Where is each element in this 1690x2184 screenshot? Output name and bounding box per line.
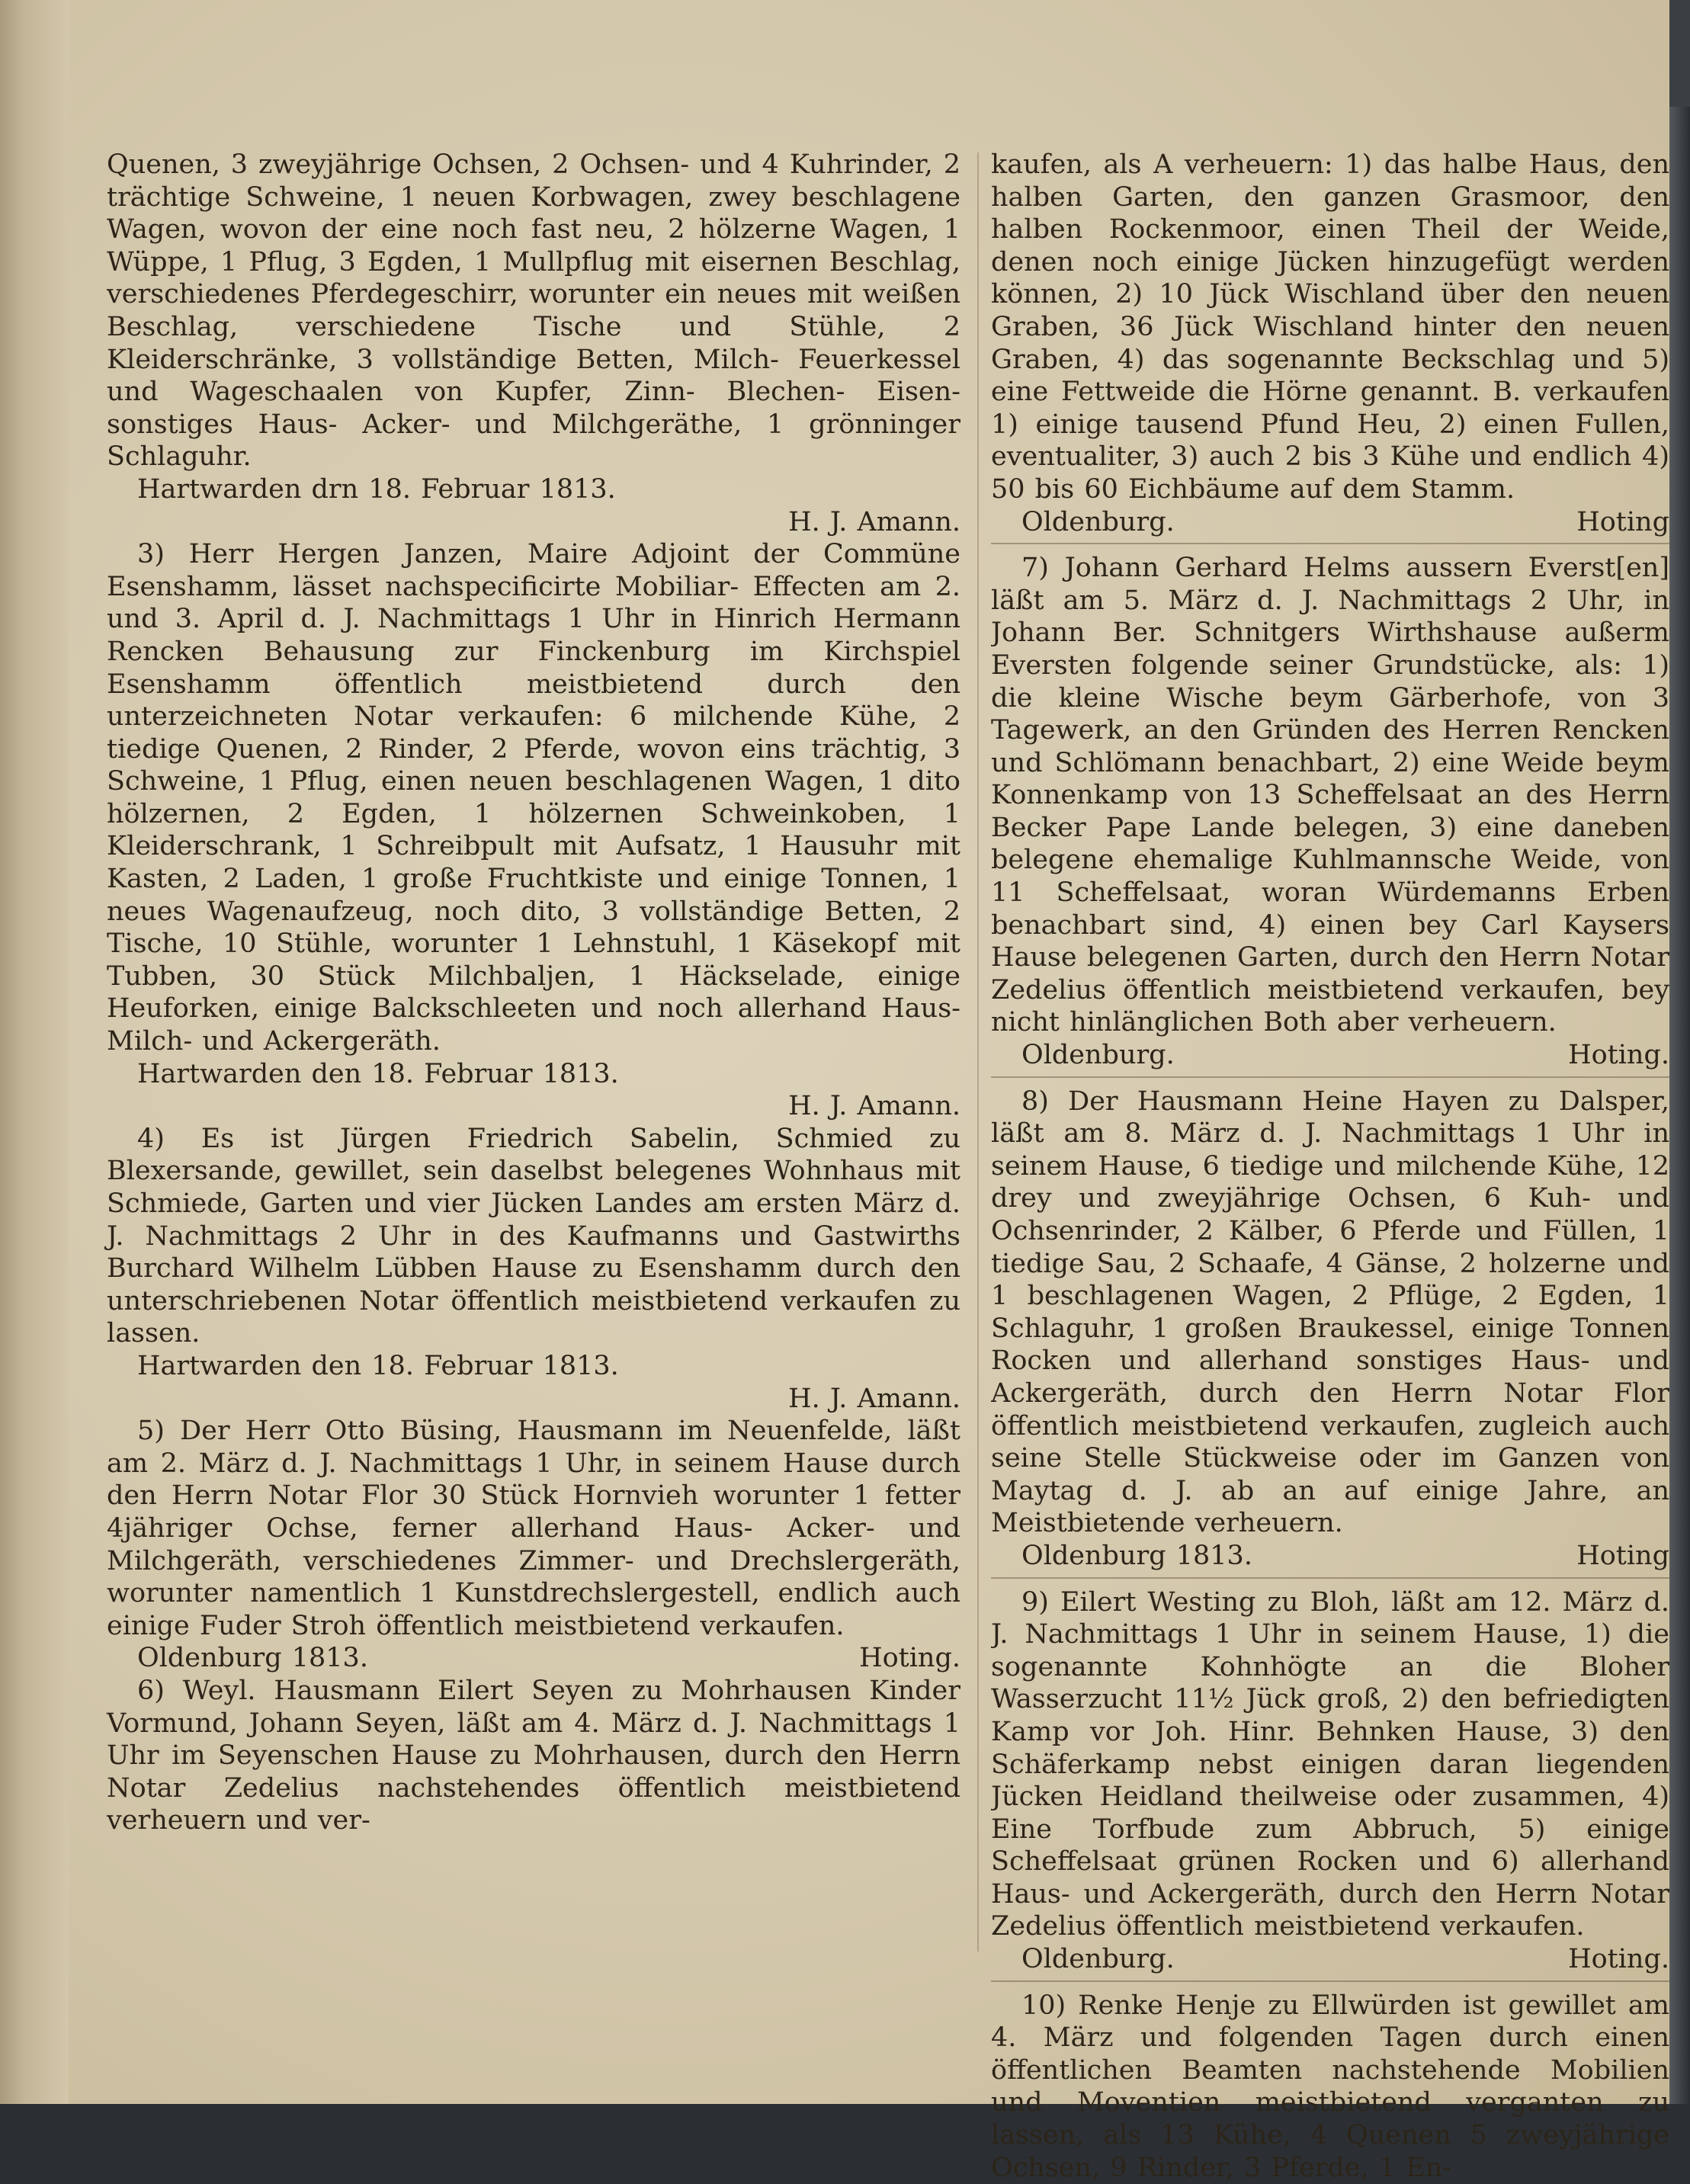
notice-paragraph: 5) Der Herr Otto Büsing, Hausmann im Neuenfelde, läßt am 2. März d. J. Nachmittags 1 Uhr, in seinem Hause durch den Herrn Notar Flor 30 Stück Hornvieh worunter 1 fetter 4jähriger Ochse, ferner allerhand Haus- Acker- und Milchgeräth, verschiedenes Zimmer- und Drechslergeräth, worunter namentlich 1 Kunstdrechslergestell, endlich auch einige Fuder Stroh öffentlich meistbietend verkaufen. [107,1416,960,1641]
section-rule [991,1577,1669,1579]
signature: Hoting [1576,1540,1669,1571]
signature: Hoting. [1568,1040,1669,1071]
place-and-signature [991,1540,1669,1573]
signature: Hoting. [1568,1944,1669,1975]
signature: H. J. Amann. [788,506,960,537]
notice-paragraph: 10) Renke Henje zu Ellwürden ist gewillet am 4. März und folgenden Tagen durch einen öffentlichen Beamten nachstehende Mobilien und Moventien meistbietend verganten zu lassen, als 13 Kühe, 4 Quenen 5 zweyjährige Ochsen, 9 Rinder, 3 Pferde, 1 En- [991,1990,1669,2183]
place-date: Oldenburg 1813. [137,1643,368,1674]
continued-paragraph: kaufen, als A verheuern: 1) das halbe Haus, den halben Garten, den ganzen Grasmoor, den halben Rockenmoor, einen Theil der Weide, denen noch einige Jücken hinzugefügt werden können, 2) 10 Jück Wischland über den neuen Graben, 36 Jück Wischland hinter den neuen Graben, 4) das sogenannte Beckschlag und 5) eine Fettweide die Hörne genannt. B. verkaufen 1) einige tausend Pfund Heu, 2) einen Fullen, eventualiter, 3) auch 2 bis 3 Kühe und endlich 4) 50 bis 60 Eichbäume auf dem Stamm. [991,149,1669,505]
notice-paragraph: 7) Johann Gerhard Helms aussern Everst[en] läßt am 5. März d. J. Nachmittags 2 Uhr, in Johann Ber. Schnitgers Wirthshause außerm Eversten folgende seiner Grundstücke, als: 1) die kleine Wische beym Gärberhofe, von 3 Tagewerk, an den Gründen des Herren Rencken und Schlömann benachbart, 2) eine Weide beym Konnenkamp von 13 Scheffelsaat an des Herrn Becker Pape Lande belegen, 3) eine daneben belegene ehemalige Kuhlmannsche Weide, von 11 Scheffelsaat, woran Würdemanns Erben benachbart sind, 4) einen bey Carl Kaysers Hause belegenen Garten, durch den Herrn Notar Zedelius öffentlich meistbietend verkaufen, bey nicht hinlänglichen Both aber verheuern. [991,553,1669,1038]
notice-paragraph: 6) Weyl. Hausmann Eilert Seyen zu Mohrhausen Kinder Vormund, Johann Seyen, läßt am 4. März d. J. Nachmittags 1 Uhr im Seyenschen Hause zu Mohrhausen, durch den Herrn Notar Zedelius nachstehendes öffentlich meistbietend verheuern und ver- [107,1675,960,1836]
signature: Hoting [1576,506,1669,537]
signature: H. J. Amann. [788,1091,960,1122]
notice-paragraph: 3) Herr Hergen Janzen, Maire Adjoint der Commüne Esenshamm, lässet nachspecificirte Mobiliar- Effecten am 2. und 3. April d. J. Nachmittags 1 Uhr in Hinrich Hermann Rencken Behausung zur Finckenburg im Kirchspiel Esenshamm öffentlich meistbietend durch den unterzeichneten Notar verkaufen: 6 milchende Kühe, 2 tiedige Quenen, 2 Rinder, 2 Pferde, wovon eins trächtig, 3 Schweine, 1 Pflug, einen neuen beschlagenen Wagen, 1 dito hölzernen, 2 Egden, 1 hölzernen Schweinkoben, 1 Kleiderschrank, 1 Schreibpult mit Aufsatz, 1 Hausuhr mit Kasten, 2 Laden, 1 große Fruchtkiste und einige Tonnen, 1 neues Wagenaufzeug, noch dito, 3 vollständige Betten, 2 Tische, 10 Stühle, worunter 1 Lehnstuhl, 1 Käsekopf mit Tubben, 30 Stück Milchbaljen, 1 Häckselade, einige Heuforken, einige Balckschleeten und noch allerhand Haus- Milch- und Ackergeräth. [107,539,960,1057]
notice-paragraph: 4) Es ist Jürgen Friedrich Sabelin, Schmied zu Blexersande, gewillet, sein daselbst belegenes Wohnhaus mit Schmiede, Garten und vier Jücken Landes am ersten März d. J. Nachmittags 2 Uhr in des Kaufmanns und Gastwirths Burchard Wilhelm Lübben Hause zu Esenshamm durch den unterschriebenen Notar öffentlich meistbietend verkaufen zu lassen. [107,1123,960,1349]
place-date: Oldenburg. [1021,1944,1175,1975]
section-rule [991,543,1669,544]
column-divider [977,152,979,1951]
place-date: Oldenburg. [1021,1040,1175,1071]
place-and-signature [991,506,1669,539]
notice-paragraph: 9) Eilert Westing zu Bloh, läßt am 12. März d. J. Nachmittags 1 Uhr in seinem Hause, 1) die sogenannte Kohnhögte an die Bloher Wasserzucht 11½ Jück groß, 2) den befriedigten Kamp vor Joh. Hinr. Behnken Hause, 3) den Schäferkamp nebst einigen daran liegenden Jücken Heidland theilweise oder zusammen, 4) Eine Torfbude zum Abbruch, 5) einige Scheffelsaat grünen Rocken und 6) allerhand Haus- und Ackergeräth, durch den Herrn Notar Zedelius öffentlich meistbietend verkaufen. [991,1586,1669,1942]
place-date: Hartwarden drn 18. Februar 1813. [137,473,616,505]
place-date: Hartwarden den 18. Februar 1813. [137,1058,619,1089]
scan-background-corner [1669,0,1690,107]
place-date: Oldenburg 1813. [1021,1540,1252,1571]
place-and-signature [107,1642,960,1675]
notice-paragraph: 8) Der Hausmann Heine Hayen zu Dalsper, läßt am 8. März d. J. Nachmittags 1 Uhr in seinem Hause, 6 tiedige und milchende Kühe, 12 drey und zweyjährige Ochsen, 6 Kuh- und Ochsenrinder, 2 Kälber, 6 Pferde und Füllen, 1 tiedige Sau, 2 Schaafe, 4 Gänse, 2 holzerne und 1 beschlagenen Wagen, 2 Pflüge, 2 Egden, 1 Schlaguhr, 1 großen Braukessel, einige Tonnen Rocken und allerhand sonstiges Haus- und Ackergeräth, durch den Herrn Notar Flor öffentlich meistbietend verkaufen, zugleich auch seine Stelle Stückweise oder im Ganzen von Maytag d. J. ab an auf einige Jahre, an Meistbietende verheuern. [991,1086,1669,1539]
place-date: Oldenburg. [1021,506,1175,537]
signature: Hoting. [859,1643,960,1674]
right-column [991,149,1669,2184]
place-and-signature [991,1943,1669,1976]
scan-background-edge [1669,0,1690,2104]
left-column [107,149,960,1837]
signature: H. J. Amann. [788,1383,960,1414]
section-rule [991,1980,1669,1982]
continued-paragraph: Quenen, 3 zweyjährige Ochsen, 2 Ochsen- und 4 Kuhrinder, 2 trächtige Schweine, 1 neuen Korbwagen, zwey beschlagene Wagen, wovon der eine noch fast neu, 2 hölzerne Wagen, 1 Wüppe, 1 Pflug, 3 Egden, 1 Mullpflug mit eisernen Beschlag, verschiedenes Pferdegeschirr, worunter ein neues mit weißen Beschlag, verschiedene Tische und Stühle, 2 Kleiderschränke, 3 vollständige Betten, Milch- Feuerkessel und Wageschaalen von Kupfer, Zinn- Blechen- Eisen- sonstiges Haus- Acker- und Milchgeräthe, 1 grönninger Schlaguhr. [107,149,960,473]
section-rule [991,1076,1669,1078]
place-date: Hartwarden den 18. Februar 1813. [137,1350,619,1381]
page-binding-shadow [0,0,69,2104]
place-and-signature [991,1039,1669,1072]
